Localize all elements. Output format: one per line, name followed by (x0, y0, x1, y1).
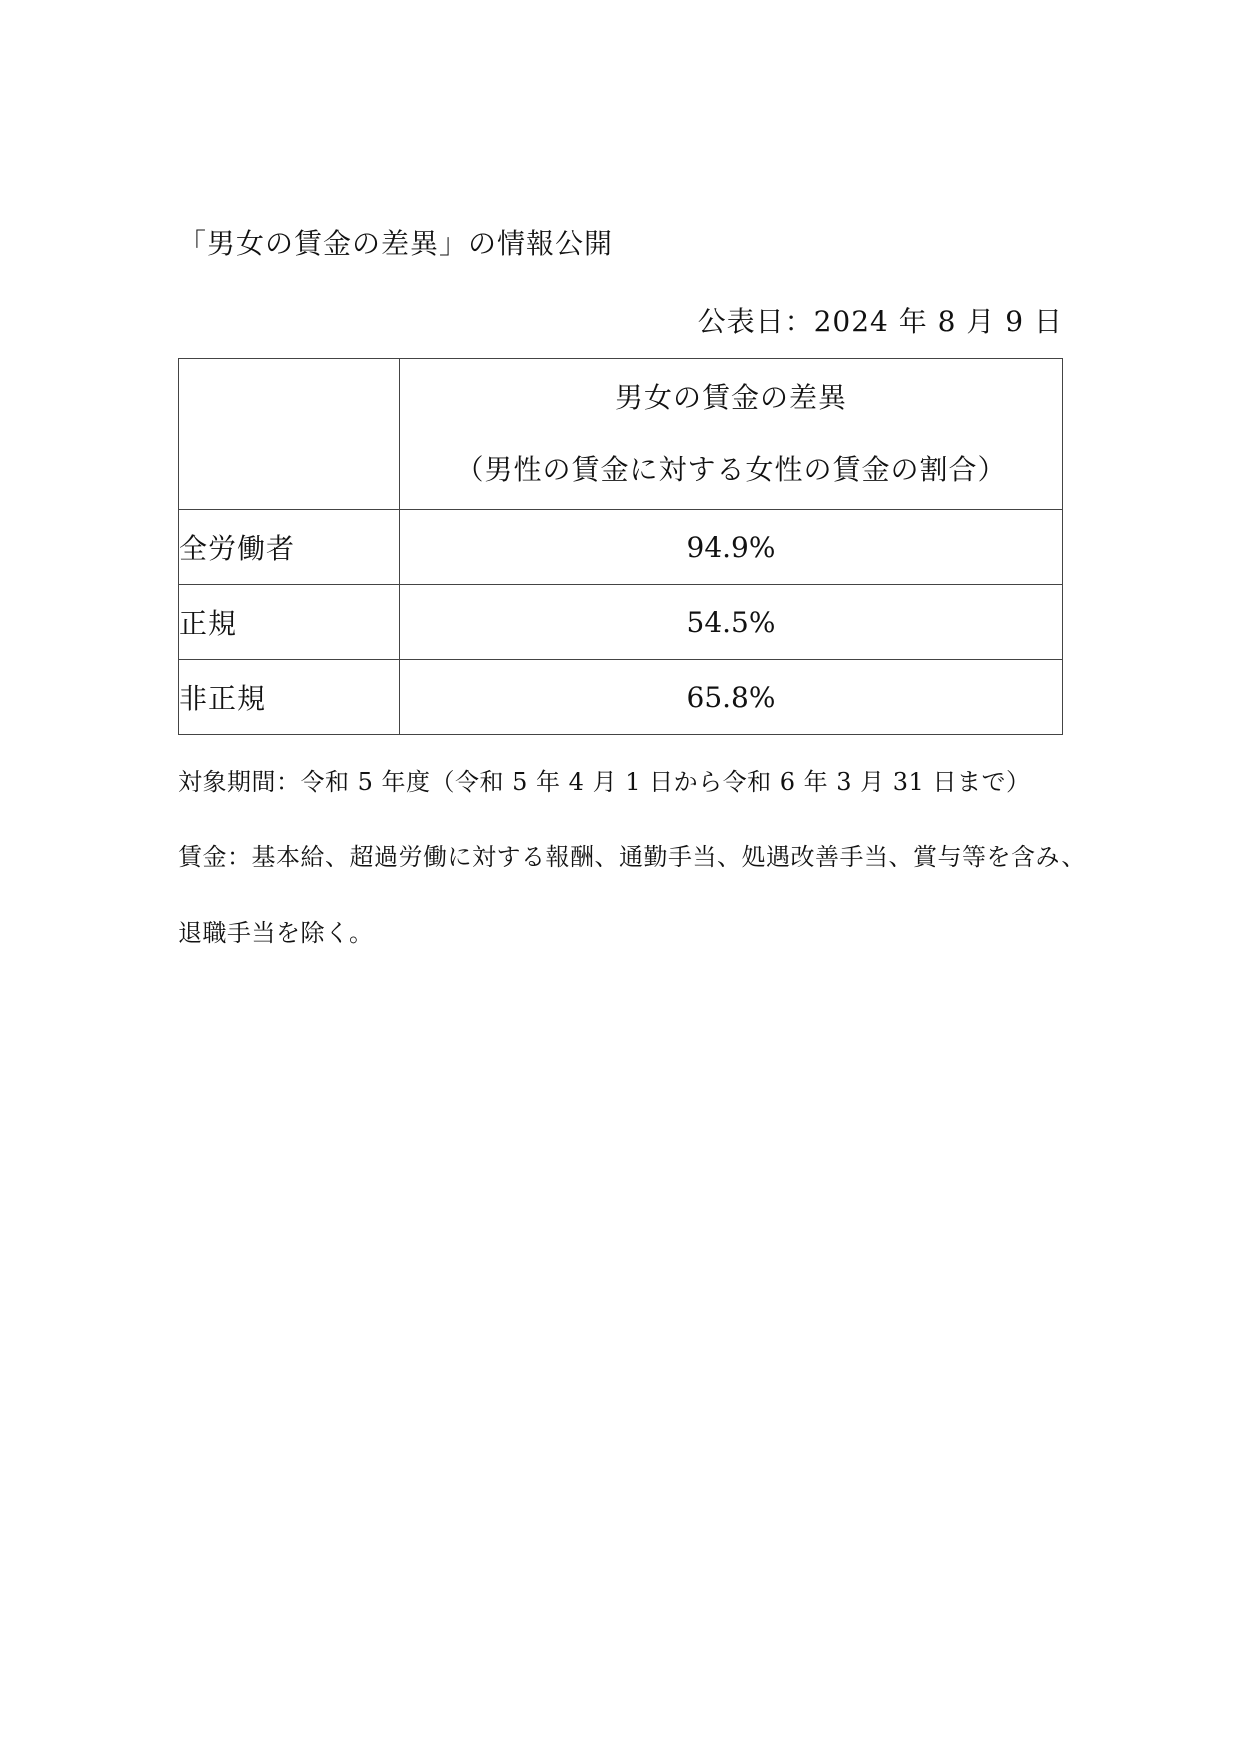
table-row (179, 510, 1063, 585)
row-label-all-workers: 全労働者 (179, 510, 400, 585)
note-target-period: 対象期間：令和 5 年度（令和 5 年 4 月 1 日から令和 6 年 3 月 31 日まで） (178, 768, 1031, 796)
table-row (179, 660, 1063, 735)
row-value-non-regular: 65.8% (400, 660, 1063, 735)
header-subtitle: （男性の賃金に対する女性の賃金の割合） (455, 453, 1007, 486)
row-value-regular: 54.5% (400, 585, 1063, 660)
table-header-cell (400, 359, 1063, 510)
header-title: 男女の賃金の差異 (614, 381, 847, 414)
row-value-all-workers: 94.9% (400, 510, 1063, 585)
note-wage-definition: 賃金：基本給、超過労働に対する報酬、通勤手当、処遇改善手当、賞与等を含み、 (178, 843, 1086, 871)
publish-date: 公表日：2024 年 8 月 9 日 (697, 305, 1063, 338)
table-corner-cell (179, 359, 400, 510)
table-row (179, 585, 1063, 660)
page-title: 「男女の賃金の差異」の情報公開 (178, 227, 614, 260)
wage-gap-table (178, 358, 1063, 735)
note-wage-definition-continued: 退職手当を除く。 (178, 919, 374, 947)
row-label-non-regular: 非正規 (179, 660, 400, 735)
table-header-row (179, 359, 1063, 510)
row-label-regular: 正規 (179, 585, 400, 660)
